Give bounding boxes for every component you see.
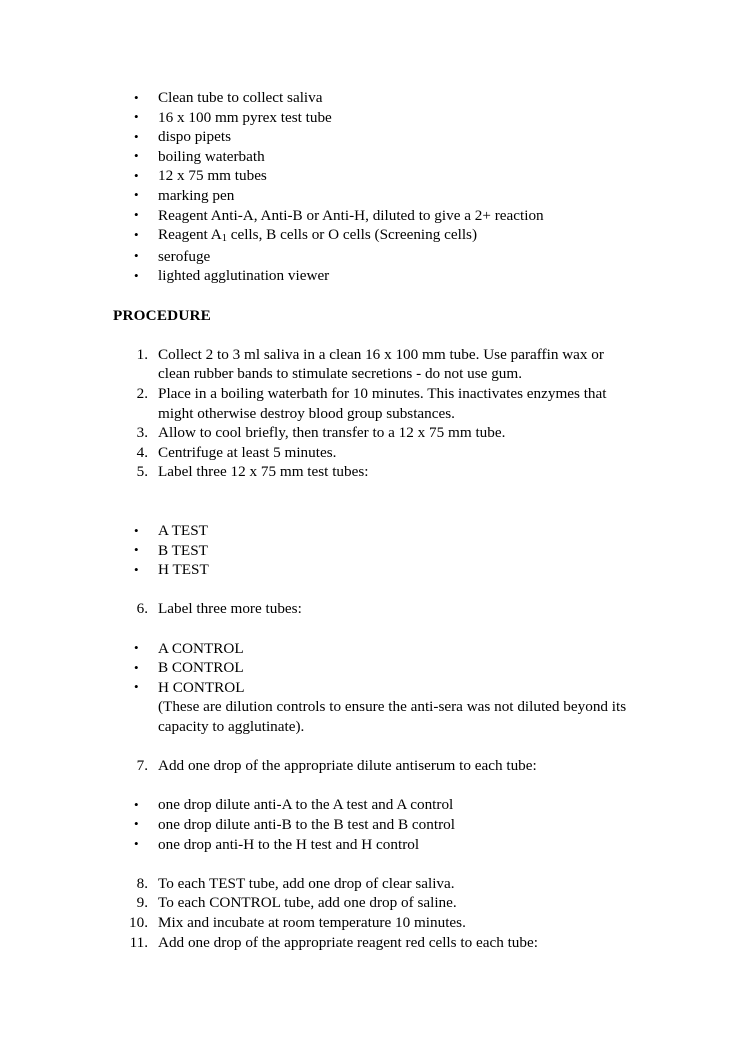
list-item-text: A CONTROL <box>158 639 244 657</box>
control-note: (These are dilution controls to ensure the anti-sera was not diluted beyond its capacity to agglutinate). <box>158 698 627 735</box>
step-text: Label three 12 x 75 mm test tubes: <box>158 463 369 481</box>
step-text: To each TEST tube, add one drop of clear saliva. <box>158 874 455 892</box>
list-item <box>113 462 638 482</box>
list-item-text: one drop anti-H to the H test and H control <box>158 835 420 853</box>
list-item <box>113 166 638 186</box>
list-item <box>113 186 638 206</box>
list-item <box>113 893 638 913</box>
procedure-steps-1-5 <box>113 345 638 482</box>
list-item <box>113 913 638 933</box>
list-item-text: one drop dilute anti-B to the B test and B control <box>158 815 455 833</box>
list-item <box>113 756 638 776</box>
reagent-cells-suffix: cells, B cells or O cells (Screening cells) <box>226 226 478 244</box>
step-text: Add one drop of the appropriate dilute antiserum to each tube: <box>158 757 537 775</box>
page-content <box>113 88 638 952</box>
list-item-text: 16 x 100 mm pyrex test tube <box>158 108 332 126</box>
step-number: 9. <box>136 894 148 912</box>
test-tube-labels-list <box>113 521 638 580</box>
list-item <box>113 127 638 147</box>
spacer <box>113 619 638 639</box>
list-item-text: lighted agglutination viewer <box>158 267 330 285</box>
step-number: 6. <box>136 600 148 618</box>
list-item-text: boiling waterbath <box>158 147 265 165</box>
list-item-text: B CONTROL <box>158 659 244 677</box>
procedure-steps-8-11 <box>113 874 638 952</box>
list-item-reagent-cells <box>113 225 638 247</box>
spacer <box>113 580 638 600</box>
step-text: Label three more tubes: <box>158 600 302 618</box>
list-item <box>113 88 638 108</box>
spacer <box>113 737 638 757</box>
list-item <box>113 560 638 580</box>
list-item <box>113 795 638 815</box>
spacer <box>113 776 638 796</box>
list-item <box>113 599 638 619</box>
list-item <box>113 933 638 953</box>
step-number: 2. <box>136 384 148 402</box>
list-item-text: dispo pipets <box>158 128 231 146</box>
step-text: Mix and incubate at room temperature 10 minutes. <box>158 913 466 931</box>
list-item <box>113 345 638 384</box>
step-text: Collect 2 to 3 ml saliva in a clean 16 x 100 mm tube. Use paraffin wax or clean rubber bands to stimulate secretions - do not use gum. <box>158 345 604 383</box>
list-item <box>113 147 638 167</box>
list-item <box>113 108 638 128</box>
step-text: Allow to cool briefly, then transfer to a 12 x 75 mm tube. <box>158 424 506 442</box>
list-item <box>113 247 638 267</box>
antiserum-drops-list <box>113 795 638 854</box>
list-item-text: one drop dilute anti-A to the A test and A control <box>158 796 454 814</box>
step-text: Centrifuge at least 5 minutes. <box>158 443 337 461</box>
list-item-text: Reagent Anti-A, Anti-B or Anti-H, diluted to give a 2+ reaction <box>158 206 544 224</box>
step-number: 7. <box>136 757 148 775</box>
list-item <box>113 443 638 463</box>
procedure-step-6 <box>113 599 638 619</box>
list-item-text: marking pen <box>158 186 235 204</box>
step-number: 10. <box>129 913 148 931</box>
spacer <box>113 286 638 306</box>
step-number: 1. <box>136 345 148 363</box>
procedure-heading: PROCEDURE <box>113 306 211 324</box>
list-item <box>113 815 638 835</box>
reagent-cells-prefix: Reagent A <box>158 226 222 244</box>
list-item <box>113 874 638 894</box>
step-text: Add one drop of the appropriate reagent red cells to each tube: <box>158 933 538 951</box>
materials-list <box>113 88 638 286</box>
step-number: 11. <box>129 933 148 951</box>
list-item <box>113 423 638 443</box>
list-item <box>113 639 638 659</box>
step-number: 3. <box>136 424 148 442</box>
list-item <box>113 835 638 855</box>
reagent-cells-subscript: 1 <box>221 233 227 245</box>
list-item <box>113 266 638 286</box>
list-item <box>113 206 638 226</box>
list-item-text: H CONTROL <box>158 678 245 696</box>
step-text: Place in a boiling waterbath for 10 minutes. This inactivates enzymes that might otherwise destroy blood group substances. <box>158 384 607 422</box>
list-item-text: H TEST <box>158 561 209 579</box>
spacer <box>113 854 638 874</box>
list-item-text: A TEST <box>158 522 208 540</box>
list-item <box>113 541 638 561</box>
control-tube-labels-list <box>113 639 638 737</box>
step-number: 4. <box>136 443 148 461</box>
list-item <box>113 384 638 423</box>
list-item <box>113 521 638 541</box>
step-text: To each CONTROL tube, add one drop of saline. <box>158 894 457 912</box>
step-number: 8. <box>136 874 148 892</box>
list-item-text: 12 x 75 mm tubes <box>158 167 267 185</box>
list-item-text: Clean tube to collect saliva <box>158 89 323 106</box>
step-number: 5. <box>136 463 148 481</box>
spacer <box>113 482 638 521</box>
list-item-text: serofuge <box>158 247 211 265</box>
spacer <box>113 325 638 345</box>
list-item <box>113 678 638 737</box>
list-item <box>113 658 638 678</box>
procedure-step-7 <box>113 756 638 776</box>
list-item-text: B TEST <box>158 541 208 559</box>
